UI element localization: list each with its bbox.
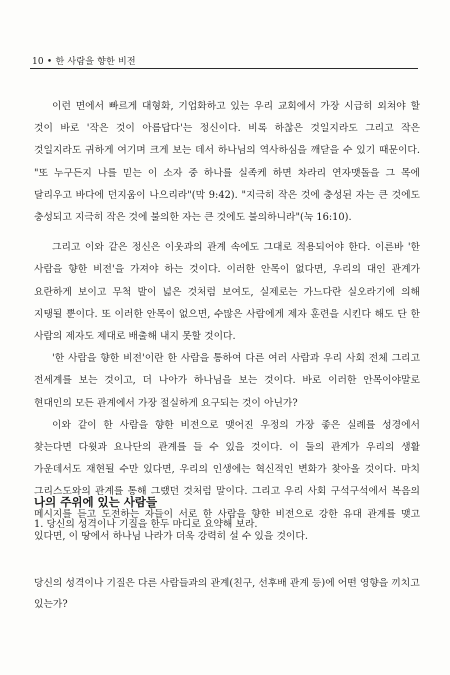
paragraph-3: '한 사람을 향한 비전'이란 한 사람을 통하여 다른 여러 사람과 우리 사회 전체 그리고 전세계를 보는 것이고, 더 나아가 하나님을 보는 것이다. 바로 이러한 안목이야말로 현대인의 모든 관계에서 가장 절실하게 요구되는 것이 아닌가? [34, 353, 420, 409]
question-1: 1. 당신의 성격이나 기질을 한두 마디로 요약해 보라. [34, 519, 258, 530]
section-title: 나의 주위에 있는 사람들 [34, 495, 158, 509]
paragraph-1: 이런 면에서 빠르게 대형화, 기업화하고 있는 우리 교회에서 가장 시급히 외쳐야 할 것이 바로 '작은 것이 아름답다'는 정신이다. 비록 하찮은 것일지라도 그리고 작은 것일지라도 귀하게 여기며 크게 보는 데서 하나님의 역사하심을 깨닫을 수 있기 때문이다. "또 누구든지 나를 믿는 이 소자 중 하나를 실족케 하면 차라리 연자맷돌을 그 목에 달리우고 바다에 던지움이 나으리라"(막 9:42). "지극히 작은 것에 충성된 자는 큰 것에도 충성되고 지극히 작은 것에 불의한 자는 큰 것에도 불의하니라"(눅 16:10). [34, 101, 420, 224]
running-header: 10 • 한 사람을 향한 비전 [32, 57, 136, 67]
body-text [34, 96, 420, 548]
paragraph-4: 이와 같이 한 사람을 향한 비전으로 맺어진 우정의 가장 좋은 실례를 성경에서 찾는다면 다윗과 요나단의 관계를 들 수 있을 것이다. 이 둘의 관계가 우리의 생활 가운데서도 재현될 수만 있다면, 우리의 인생에는 혁신적인 변화가 찾아올 것이다. 마치 그리스도와의 관계를 통해 그랬던 것처럼 말이다. 그리고 우리 사회 구석구석에서 복음의 메시지를 듣고 도전하는 자들이 서로 한 사람을 향한 비전으로 강한 유대 관계를 맺고 있다면, 이 땅에서 하나님 나라가 더욱 강력히 설 수 있을 것이다. [34, 419, 420, 542]
question-2: 당신의 성격이나 기질은 다른 사람들과의 관계(친구, 선후배 관계 등)에 어떤 영향을 끼치고 있는가? [34, 578, 420, 610]
header-rule [30, 68, 418, 69]
paragraph-2: 그리고 이와 같은 정신은 이웃과의 관계 속에도 그대로 적용되어야 한다. 이른바 '한 사람을 향한 비전'을 가져야 하는 것이다. 이러한 안목이 없다면, 우리의 대인 관계가 요란하게 보이고 무척 발이 넓은 것처럼 보여도, 실제로는 가느다란 실오라기에 의해 지탱될 뿐이다. 또 이러한 안목이 없으면, 수많은 사람에게 제자 훈련을 시킨다 해도 단 한 사람의 제자도 제대로 배출해 내지 못할 것이다. [34, 242, 420, 343]
